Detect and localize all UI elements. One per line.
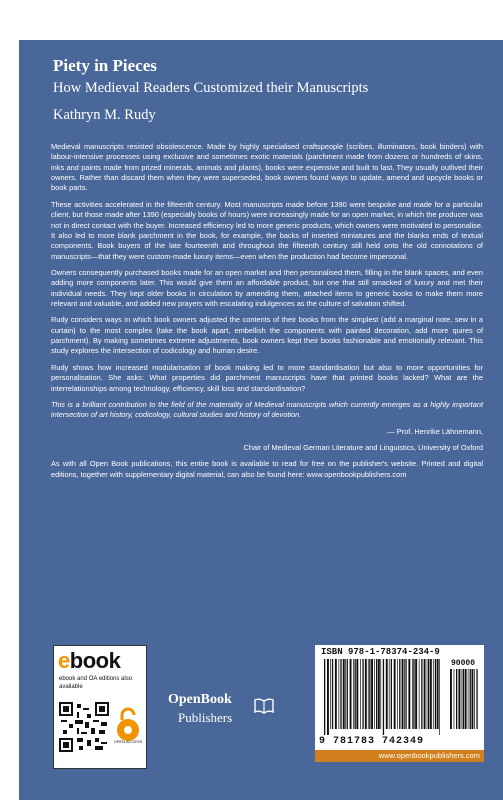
barcode-bar <box>435 659 436 729</box>
barcode-bar <box>415 659 417 729</box>
ebook-logo-e: e <box>58 648 70 673</box>
barcode-bar <box>405 659 406 729</box>
barcode-bar <box>380 659 381 729</box>
barcode-bar <box>368 659 369 729</box>
barcode-bar <box>419 659 420 729</box>
barcode-bar <box>465 669 467 729</box>
barcode-bar <box>383 659 384 735</box>
barcode-bar <box>327 659 329 735</box>
ebook-logo <box>58 648 120 674</box>
barcode-bar <box>421 659 422 729</box>
endorsement-quote: This is a brilliant contribution to the field of the materiality of Medieval manuscripts which currently emerges as a highly important intersection of art history, codicology, cultural studies and history of devotion. <box>51 399 483 420</box>
barcode-bar <box>330 659 331 729</box>
endorsement-role: Chair of Medieval German Literature and Linguistics, University of Oxford <box>243 442 483 452</box>
barcode-bar <box>463 669 464 729</box>
barcode-bar <box>324 659 325 735</box>
barcode-bar <box>476 669 477 729</box>
barcode-bar <box>399 659 400 729</box>
isbn-label: ISBN 978-1-78374-234-9 <box>321 647 440 657</box>
barcode-bar <box>397 659 398 729</box>
barcode-bar <box>369 659 370 729</box>
website-strip[interactable]: www.openbookpublishers.com <box>315 750 484 762</box>
barcode-panel <box>315 645 484 750</box>
barcode-bar <box>437 659 439 729</box>
addon-barcode <box>449 669 479 735</box>
barcode-bar <box>391 659 392 729</box>
barcode-bar <box>404 659 405 729</box>
open-access-icon <box>114 706 142 746</box>
barcode-bar <box>454 669 455 729</box>
barcode-bar <box>345 659 346 729</box>
price-code: 90000 <box>451 659 476 668</box>
barcode-bar <box>456 669 457 729</box>
barcode-bar <box>413 659 414 729</box>
open-access-label: OPEN ACCESS <box>114 739 142 744</box>
barcode-bar <box>335 659 337 729</box>
barcode-bar <box>430 659 432 729</box>
blurb-paragraph-5: Rudy shows how increased modularisation of book making led to more standardisation but also to more opportunities for personalisation. She asks: What properties did parchment manuscripts have that printed books lacked? What are the interrelationships among technology, efficiency, skill loss and standardisation? <box>51 362 483 393</box>
barcode-bar <box>360 659 361 729</box>
barcode-bar <box>402 659 404 729</box>
barcode-bar <box>433 659 434 729</box>
barcode-bar <box>472 669 474 729</box>
barcode-bar <box>374 659 375 729</box>
barcode-bar <box>353 659 354 729</box>
barcode-bar <box>371 659 373 729</box>
barcode-bar <box>458 669 460 729</box>
blurb-paragraph-2: These activities accelerated in the fifteenth century. Most manuscripts made before 1390 were bespoke and made for a particular client, but those made after 1390 (especially books of hours) were increasingly made for an open market, in which the producer was not in direct contact with the buyer. Increased efficiency led to more generic products, which owners were motivated to personalise. It also led to more blank parchment in the book, for example, the backs of inserted miniatures and the blanks ends of textual components. Book buyers of the late fourteenth and throughout the fifteenth century still held onto the old connotations of manuscripts—that they were custom-made luxury items—even when the production had become impersonal. <box>51 199 483 261</box>
ean-barcode <box>323 659 443 735</box>
publisher-logo <box>168 692 288 742</box>
barcode-bar <box>427 659 428 729</box>
barcode-bar <box>474 669 475 729</box>
barcode-bar <box>389 659 390 729</box>
qr-code-icon[interactable] <box>59 702 109 752</box>
blurb <box>51 142 483 486</box>
ebook-caption: ebook and OA editions also available <box>59 676 133 690</box>
barcode-bar <box>332 659 333 729</box>
endorsement-name: — Prof. Henrike Lähnemann, <box>387 426 483 436</box>
barcode-bar <box>468 669 469 729</box>
open-book-icon <box>254 696 274 714</box>
barcode-bar <box>347 659 348 729</box>
barcode-bar <box>439 659 440 735</box>
book-subtitle: How Medieval Readers Customized their Manuscripts <box>53 80 369 96</box>
publisher-name-line2: Publishers <box>178 710 233 725</box>
book-author: Kathryn M. Rudy <box>53 107 156 123</box>
barcode-bar <box>378 659 380 729</box>
publisher-name-line1: OpenBook <box>168 692 232 707</box>
barcode-bar <box>376 659 377 729</box>
barcode-bar <box>355 659 356 729</box>
barcode-bar <box>356 659 358 729</box>
ebook-badge <box>53 645 147 769</box>
barcode-bar <box>350 659 352 729</box>
barcode-bar <box>450 669 452 729</box>
blurb-paragraph-4: Rudy considers ways in which book owners adjusted the contents of their books from the simplest (add a marginal note, sew in a curtain) to the most complex (take the book apart, embellish the components with painted decoration, add more quires of parchment). By making sometimes extreme adjustments, book owners kept their books fashionable and emotionally relevant. This study explores the intersection of codicology and human desire. <box>51 315 483 356</box>
barcode-bar <box>428 659 429 729</box>
barcode-bar <box>424 659 426 729</box>
ebook-logo-word: book <box>69 648 121 673</box>
barcode-bar <box>408 659 410 729</box>
barcode-bar <box>386 659 388 729</box>
barcode-bar <box>362 659 363 729</box>
barcode-bar <box>462 669 463 729</box>
barcode-bar <box>470 669 471 729</box>
open-access-note: As with all Open Book publications, this entire book is available to read for free on the publisher's website. Printed and digital editions, together with supplementary digital material, can also be found here: www.openbookpublishers.com <box>51 459 483 479</box>
barcode-bar <box>340 659 341 729</box>
barcode-bar <box>394 659 396 729</box>
barcode-bar <box>343 659 345 729</box>
blurb-paragraph-3: Owners consequently purchased books made for an open market and then personalised them, filling in the blank spaces, and even adding more components later. This would give them an affordable product, but one that still smacked of luxury and met their individual needs. They kept older books in circulation by amending them, attached items to generic books to make them more relevant and valuable, and added new prayers with escalating indulgences as the culture of salvation shifted. <box>51 267 483 309</box>
ean-number: 9 781783 742349 <box>319 736 425 747</box>
barcode-bar <box>339 659 340 729</box>
barcode-bar <box>365 659 367 729</box>
blurb-paragraph-1: Medieval manuscripts resisted obsolescence. Made by highly specialised craftspeople (scribes, illuminators, book binders) with labour-intensive processes using exclusive and sometimes exotic materials (parchment made from dozens or hundreds of skins, inks and paints made from prized minerals, animals and plants), books were expensive and built to last. They usually outlived their owners. Rather than discard them when they were superseded, book owners found ways to update, amend and upcycle books or book parts. <box>51 142 483 193</box>
back-cover <box>19 40 503 800</box>
barcode-bar <box>412 659 413 729</box>
book-title: Piety in Pieces <box>53 56 157 75</box>
